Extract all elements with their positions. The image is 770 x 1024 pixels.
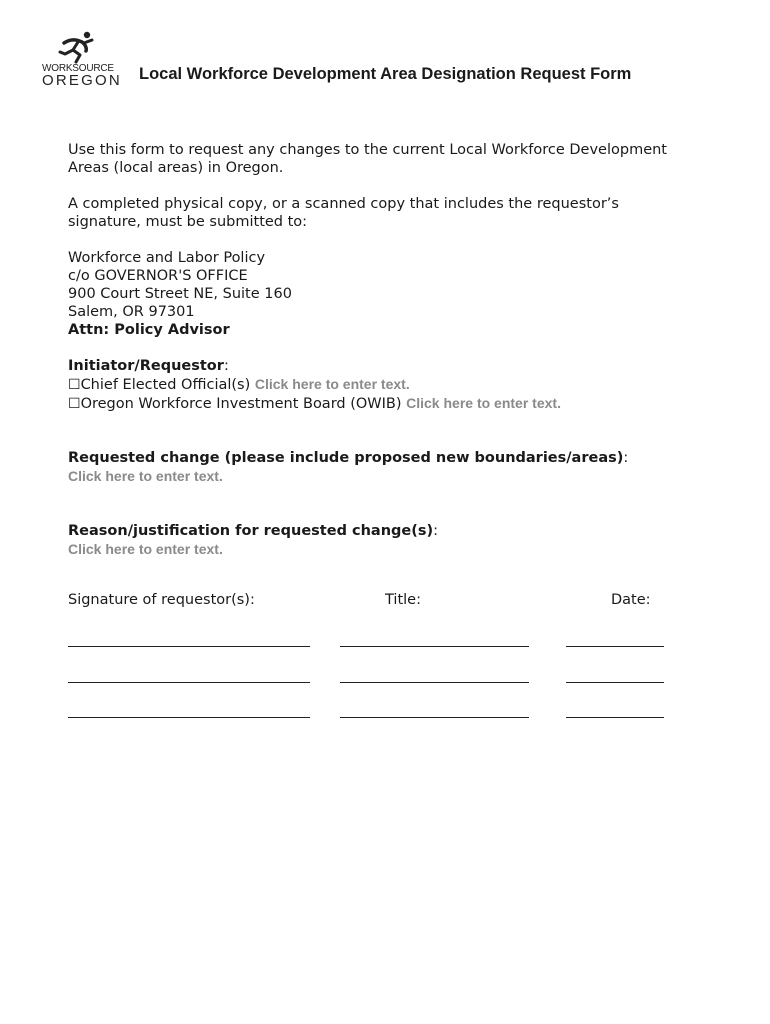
option-label-owib: Oregon Workforce Investment Board (OWIB) [80, 396, 402, 412]
logo-brand-top: WORKSOURCE [42, 63, 114, 74]
date-label: Date: [611, 592, 651, 608]
date-line-1[interactable] [566, 646, 664, 647]
initiator-section [68, 357, 728, 413]
owib-text-field[interactable]: Click here to enter text. [406, 395, 561, 411]
intro-line: A completed physical copy, or a scanned copy that includes the requestor’s [68, 196, 619, 212]
title-line-2[interactable] [340, 682, 529, 683]
intro-line: Areas (local areas) in Oregon. [68, 160, 284, 176]
requested-change-text-field[interactable]: Click here to enter text. [68, 468, 223, 484]
intro-paragraph-2 [68, 195, 728, 231]
form-title: Local Workforce Development Area Designation Request Form [139, 65, 632, 83]
initiator-colon: : [223, 358, 229, 374]
signature-line-2[interactable] [68, 682, 310, 683]
checkbox-owib[interactable]: ☐ [68, 396, 81, 412]
reason-text-field[interactable]: Click here to enter text. [68, 541, 223, 557]
date-line-2[interactable] [566, 682, 664, 683]
date-line-3[interactable] [566, 717, 664, 718]
address-line: Salem, OR 97301 [68, 304, 195, 320]
runner-icon [56, 30, 96, 64]
signature-header-row [68, 592, 668, 612]
reason-label: Reason/justification for requested change(s) [68, 523, 434, 539]
address-attn: Attn: Policy Advisor [68, 322, 230, 338]
signature-line-3[interactable] [68, 717, 310, 718]
checkbox-chief-elected-official[interactable]: ☐ [68, 377, 81, 393]
chief-elected-official-text-field[interactable]: Click here to enter text. [254, 376, 410, 392]
title-label: Title: [385, 592, 421, 608]
requested-change-colon: : [623, 450, 629, 466]
worksource-oregon-logo [40, 30, 122, 92]
intro-paragraph-1 [68, 141, 728, 177]
intro-line: signature, must be submitted to: [68, 214, 308, 230]
option-label-chief-elected-official: Chief Elected Official(s) [80, 377, 251, 393]
logo-brand-bottom: OREGON [42, 72, 122, 89]
intro-line: Use this form to request any changes to the current Local Workforce Development [68, 142, 667, 158]
form-body [68, 141, 728, 559]
requested-change-section [68, 449, 728, 486]
address-line: Workforce and Labor Policy [68, 250, 266, 266]
title-line-1[interactable] [340, 646, 529, 647]
initiator-label: Initiator/Requestor [68, 358, 224, 374]
address-line: 900 Court Street NE, Suite 160 [68, 286, 292, 302]
mailing-address [68, 249, 728, 339]
reason-colon: : [433, 523, 439, 539]
address-line: c/o GOVERNOR'S OFFICE [68, 268, 248, 284]
signature-label: Signature of requestor(s): [68, 592, 255, 608]
signature-line-1[interactable] [68, 646, 310, 647]
requested-change-label: Requested change (please include proposed new boundaries/areas) [68, 450, 624, 466]
reason-section [68, 522, 728, 559]
title-line-3[interactable] [340, 717, 529, 718]
